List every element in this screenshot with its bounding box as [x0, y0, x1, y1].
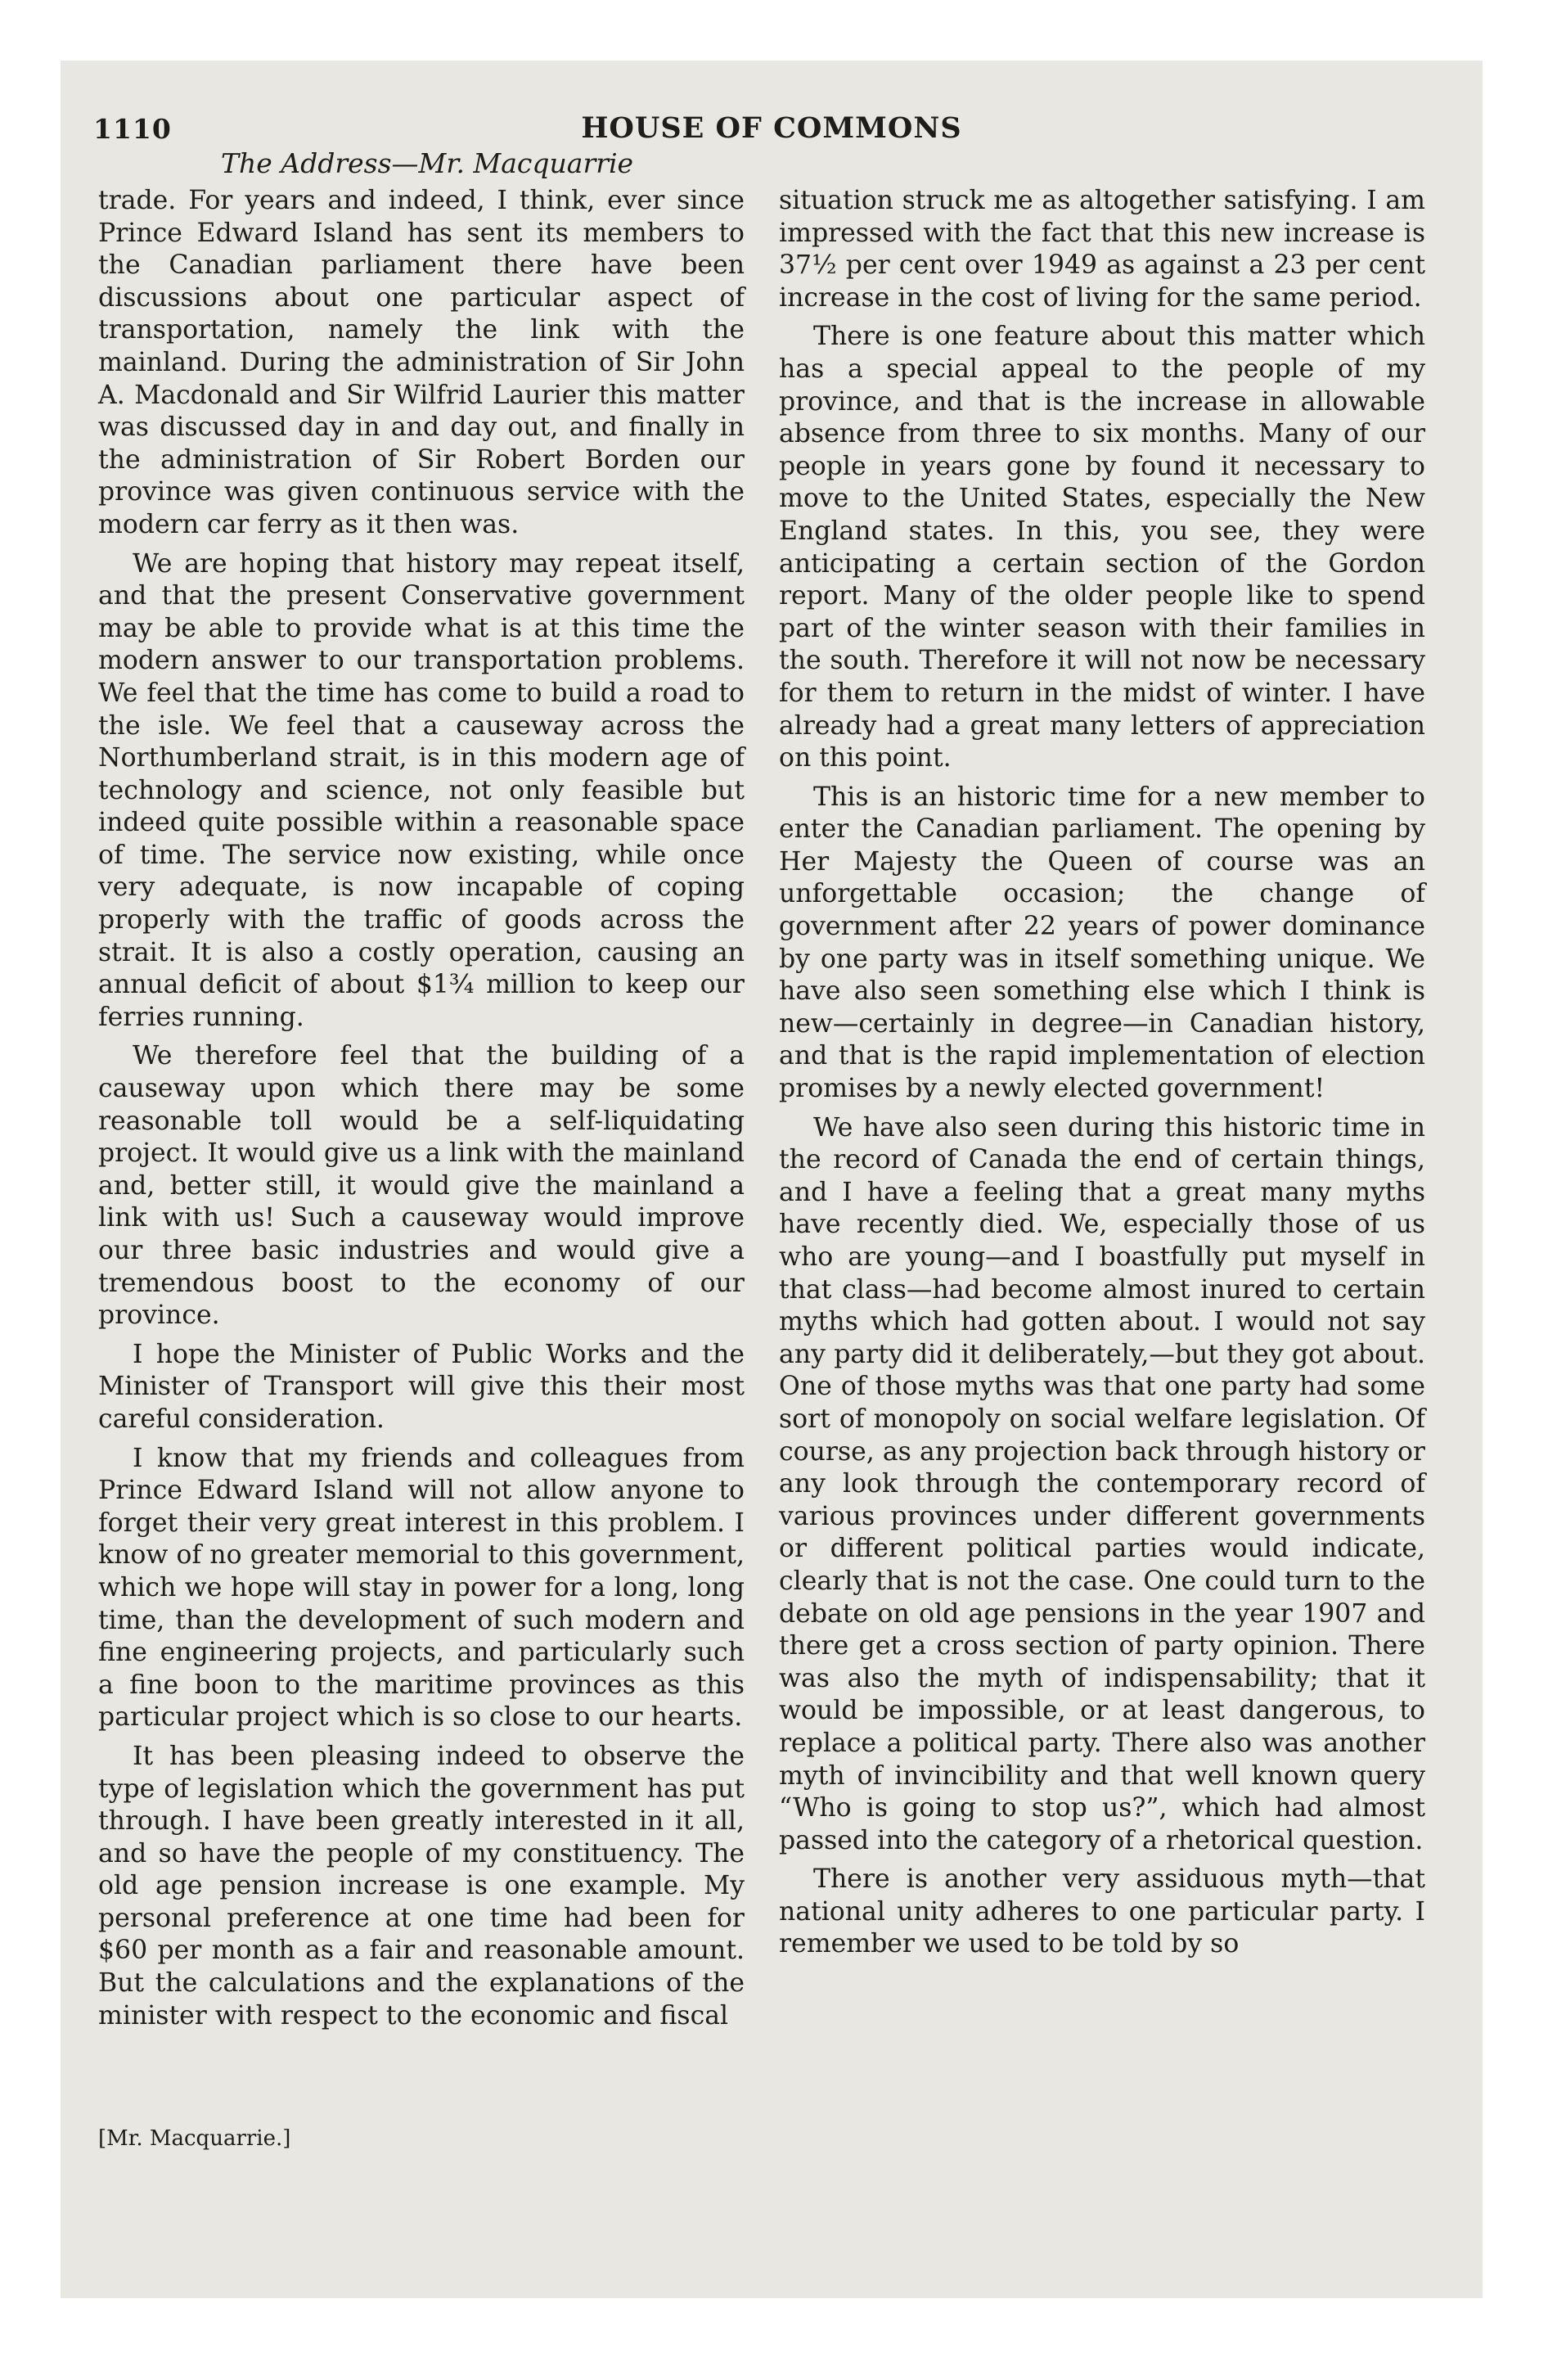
left-column [98, 185, 745, 2039]
paragraph: situation struck me as altogether satisfying. I am impressed with the fact that this new increase is 37½ per cent over 1949 as against a 23 per cent increase in the cost of living for the same period. [779, 186, 1425, 313]
running-title: HOUSE OF COMMONS [581, 111, 962, 145]
paragraph: It has been pleasing indeed to observe the type of legislation which the government has put through. I have been greatly interested in it all, and so have the people of my constituency. The old age pension increase is one example. My personal preference at one time had been for $60 per month as a fair and reasonable amount. But the calculations and the explanations of the minister with respect to the economic and fiscal [98, 1741, 745, 2031]
paragraph: trade. For years and indeed, I think, ever since Prince Edward Island has sent its members to the Canadian parliament there have been discussions about one particular aspect of transportation, namely the link with the mainland. During the administration of Sir John A. Macdonald and Sir Wilfrid Laurier this matter was discussed day in and day out, and finally in the administration of Sir Robert Borden our province was given continuous service with the modern car ferry as it then was. [98, 186, 745, 539]
paragraph: I hope the Minister of Public Works and the Minister of Transport will give this their most careful consideration. [98, 1339, 745, 1434]
paragraph: We have also seen during this historic time in the record of Canada the end of certain things, and I have a feeling that a great many myths have recently died. We, especially those of us who are young—and I boastfully put myself in that class—had become almost inured to certain myths which had gotten about. I would not say any party did it deliberately,—but they got about. One of those myths was that one party had some sort of monopoly on social welfare legislation. Of course, as any projection back through history or any look through the contemporary record of various provinces under different governments or different political parties would indicate, clearly that is not the case. One could turn to the debate on old age pensions in the year 1907 and there get a cross section of party opinion. There was also the myth of indispensability; that it would be impossible, or at least dangerous, to replace a political party. There also was another myth of invincibility and that well known query “Who is going to stop us?”, which had almost passed into the category of a rhetorical question. [779, 1112, 1425, 1855]
paragraph: There is another very assiduous myth—that national unity adheres to one particular party. I remember we used to be told by so [779, 1864, 1425, 1959]
page-subtitle: The Address—Mr. Macquarrie [221, 147, 634, 179]
right-column [779, 185, 1425, 1968]
paragraph: I know that my friends and colleagues from Prince Edward Island will not allow anyone to forget their very great interest in this problem. I know of no greater memorial to this government, which we hope will stay in power for a long, long time, than the development of such modern and fine engineering projects, and particularly such a fine boon to the maritime provinces as this particular project which is so close to our hearts. [98, 1443, 745, 1733]
paragraph: This is an historic time for a new member to enter the Canadian parliament. The opening by Her Majesty the Queen of course was an unforgettable occasion; the change of government after 22 years of power dominance by one party was in itself something unique. We have also seen something else which I think is new—certainly in degree—in Canadian history, and that is the rapid implementation of election promises by a newly elected government! [779, 782, 1425, 1104]
hansard-page [61, 61, 1483, 2298]
paragraph: We are hoping that history may repeat itself, and that the present Conservative government may be able to provide what is at this time the modern answer to our transportation problems. We feel that the time has come to build a road to the isle. We feel that a causeway across the Northumberland strait, is in this modern age of technology and science, not only feasible but indeed quite possible within a reasonable space of time. The service now existing, while once very adequate, is now incapable of coping properly with the traffic of goods across the strait. It is also a costly operation, causing an annual deficit of about $1¾ million to keep our ferries running. [98, 548, 745, 1032]
speaker-footer: [Mr. Macquarrie.] [98, 2126, 291, 2151]
page-number: 1110 [93, 113, 172, 145]
paragraph: We therefore feel that the building of a causeway upon which there may be some reasonable toll would be a self-liquidating project. It would give us a link with the mainland and, better still, it would give the mainland a link with us! Such a causeway would improve our three basic industries and would give a tremendous boost to the economy of our province. [98, 1041, 745, 1331]
paragraph: There is one feature about this matter which has a special appeal to the people of my province, and that is the increase in allowable absence from three to six months. Many of our people in years gone by found it necessary to move to the United States, especially the New England states. In this, you see, they were anticipating a certain section of the Gordon report. Many of the older people like to spend part of the winter season with their families in the south. Therefore it will not now be necessary for them to return in the midst of winter. I have already had a great many letters of appreciation on this point. [779, 322, 1425, 773]
